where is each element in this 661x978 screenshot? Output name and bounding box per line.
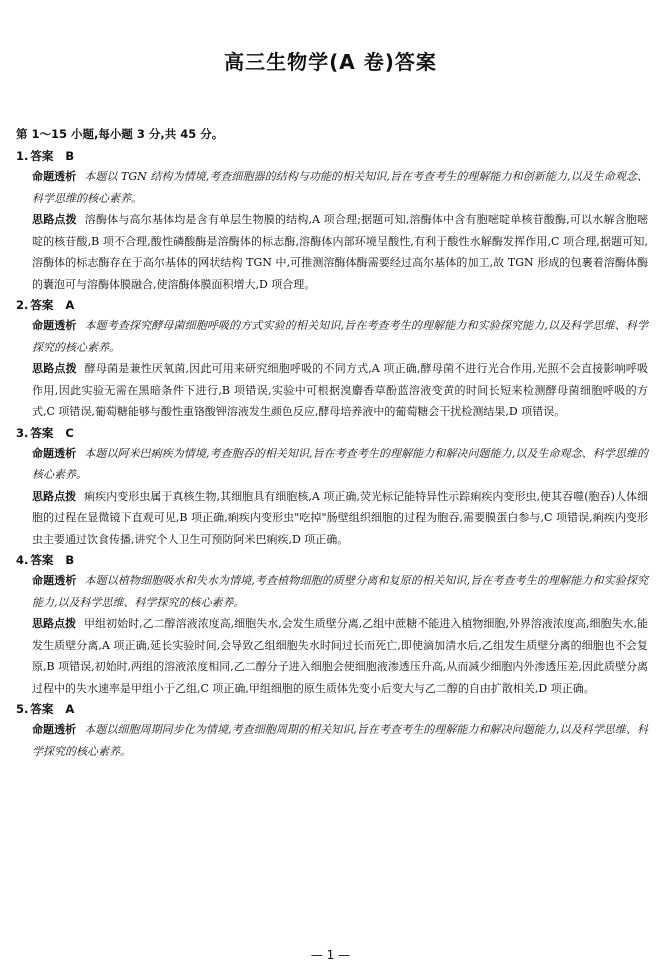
analysis-label: 命题透析 xyxy=(32,170,77,183)
question-item xyxy=(16,146,648,295)
hint-text: 痢疾内变形虫属于真核生物,其细胞具有细胞核,A 项正确,荧光标记能特异性示踪痢疾内变形虫,使其吞噬(胞吞)人体细胞的过程在显微镜下直观可见,B 项正确,痢疾内变形虫"吃掉"肠壁组织细胞的过程为胞吞,需要膜蛋白参与,C 项错误,痢疾内变形虫主要通过饮食传播,讲究个人卫生可预防阿米巴痢疾,D 项正确。 xyxy=(32,489,648,546)
analysis-paragraph xyxy=(16,719,648,762)
question-answer-line xyxy=(16,699,648,719)
question-answer-line xyxy=(16,423,648,443)
analysis-paragraph xyxy=(16,315,648,358)
hint-text: 甲组初始时,乙二醇溶液浓度高,细胞失水,会发生质壁分离,乙组中蔗糖不能进入植物细胞,外界溶液浓度高,细胞失水,能发生质壁分离,A 项正确,延长实验时间,会导致乙组细胞失水时间过长而死亡,即使滴加清水后,乙组发生质壁分离的细胞也不会复原,B 项错误,初始时,两组的溶液浓度相同,乙二醇分子进入细胞会使细胞液渗透压升高,从而减少细胞内外渗透压差,因此质壁分离过程中的失水速率是甲组小于乙组,C 项正确,甲组细胞的原生质体先变小后变大与乙二醇的自由扩散相关,D 项正确。 xyxy=(32,617,648,695)
analysis-paragraph xyxy=(16,443,648,486)
section-heading: 第 1～15 小题,每小题 3 分,共 45 分。 xyxy=(16,127,224,141)
hint-label: 思路点拨 xyxy=(32,617,77,630)
hint-paragraph xyxy=(16,613,648,699)
answer-value: B xyxy=(65,149,75,163)
answer-value: A xyxy=(65,702,75,716)
answer-label: 答案 xyxy=(30,149,54,163)
question-item xyxy=(16,295,648,423)
analysis-text: 本题以细胞周期同步化为情境,考查细胞周期的相关知识,旨在考查考生的理解能力和解决问题能力,以及科学思维、科学探究的核心素养。 xyxy=(32,723,648,758)
analysis-label: 命题透析 xyxy=(32,574,77,587)
answer-label: 答案 xyxy=(30,298,54,312)
question-item xyxy=(16,550,648,699)
page-title: 高三生物学(A 卷)答案 xyxy=(224,50,437,74)
analysis-paragraph xyxy=(16,570,648,613)
answer-value: C xyxy=(65,425,74,440)
hint-paragraph xyxy=(16,486,648,551)
answer-content xyxy=(16,124,648,762)
hint-label: 思路点拨 xyxy=(32,489,77,503)
hint-text: 酵母菌是兼性厌氧菌,因此可用来研究细胞呼吸的不同方式,A 项正确,酵母菌不进行光合作用,光照不会直接影响呼吸作用,因此实验无需在黑暗条件下进行,B 项错误,实验中可根据溴麝香草酚蓝溶液变黄的时间长短来检测酵母菌细胞呼吸的方式,C 项错误,葡萄糖能够与酸性重铬酸钾溶液发生颜色反应,酵母培养液中的葡萄糖会干扰检测结果,D 项错误。 xyxy=(32,362,648,418)
hint-text: 溶酶体与高尔基体均是含有单层生物膜的结构,A 项合理;据题可知,溶酶体中含有胞嘧啶单核苷酸酶,可以水解含胞嘧啶的核苷酸,B 项不合理,酸性磷酸酶是溶酶体的标志酶,溶酶体内部环境呈酸性,有利于酸性水解酶发挥作用,C 项合理,据题可知,溶酶体的标志酶存在于高尔基体的网状结构 TGN 中,可推测溶酶体酶需要经过高尔基体的加工,故 TGN 形成的包裹着溶酶体酶的囊泡可与溶酶体膜融合,使溶酶体膜面积增大,D 项合理。 xyxy=(32,213,649,291)
question-number: 5. xyxy=(16,702,29,716)
hint-label: 思路点拨 xyxy=(32,362,77,375)
question-answer-line xyxy=(16,146,648,166)
question-list xyxy=(16,146,648,762)
answer-value: A xyxy=(65,298,75,312)
question-number: 3. xyxy=(16,425,29,440)
question-answer-line xyxy=(16,295,648,315)
analysis-text: 本题以植物细胞吸水和失水为情境,考查植物细胞的质壁分离和复原的相关知识,旨在考查考生的理解能力和实验探究能力,以及科学思维、科学探究的核心素养。 xyxy=(32,574,648,609)
answer-value: B xyxy=(65,553,75,567)
analysis-paragraph xyxy=(16,166,648,209)
answer-label: 答案 xyxy=(30,425,54,440)
hint-paragraph xyxy=(16,209,648,295)
analysis-label: 命题透析 xyxy=(32,723,77,736)
answer-label: 答案 xyxy=(30,702,54,716)
analysis-text: 本题考查探究酵母菌细胞呼吸的方式实验的相关知识,旨在考查考生的理解能力和实验探究能力,以及科学思维、科学探究的核心素养。 xyxy=(32,319,648,354)
page-number: — 1 — xyxy=(310,948,351,962)
analysis-label: 命题透析 xyxy=(32,446,77,460)
analysis-label: 命题透析 xyxy=(32,319,77,332)
question-item xyxy=(16,699,648,762)
hint-paragraph xyxy=(16,358,648,423)
question-number: 1. xyxy=(16,149,29,163)
hint-label: 思路点拨 xyxy=(32,213,77,226)
question-number: 4. xyxy=(16,553,29,567)
answer-label: 答案 xyxy=(30,553,54,567)
analysis-text: 本题以阿米巴痢疾为情境,考查胞吞的相关知识,旨在考查考生的理解能力和解决问题能力,以及生命观念、科学思维的核心素养。 xyxy=(32,446,648,481)
question-item xyxy=(16,423,648,551)
question-number: 2. xyxy=(16,298,29,312)
question-answer-line xyxy=(16,550,648,570)
analysis-text: 本题以 TGN 结构为情境,考查细胞器的结构与功能的相关知识,旨在考查考生的理解能力和创新能力,以及生命观念、科学思维的核心素养。 xyxy=(32,170,649,205)
